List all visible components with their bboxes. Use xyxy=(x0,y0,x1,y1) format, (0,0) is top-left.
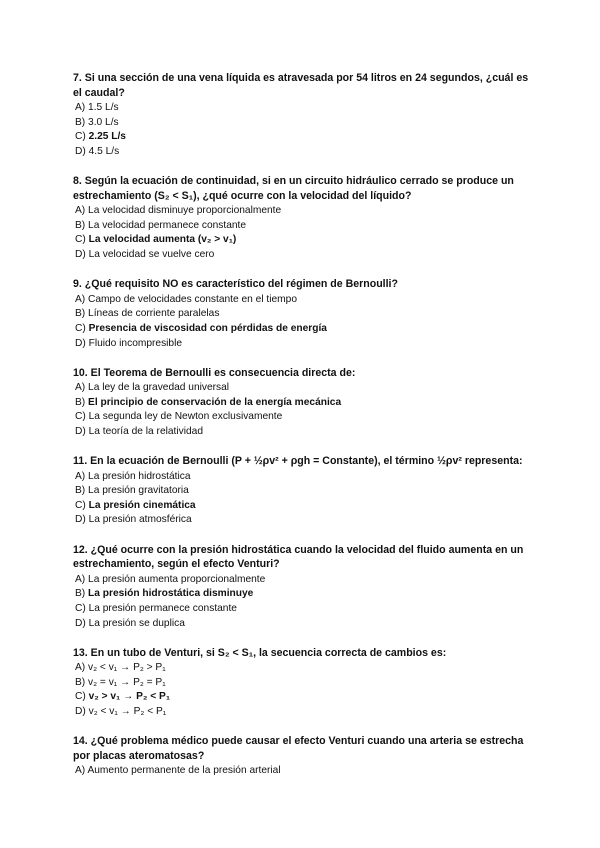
answer-option xyxy=(73,145,533,160)
answer-option xyxy=(73,204,533,219)
option-text: Presencia de viscosidad con pérdidas de energía xyxy=(88,322,327,334)
answer-option xyxy=(73,116,533,131)
option-letter: D) xyxy=(75,514,86,526)
answer-option xyxy=(73,307,533,322)
option-text: 1.5 L/s xyxy=(88,102,119,114)
answer-option-correct xyxy=(73,233,533,248)
option-letter: B) xyxy=(75,396,86,408)
question-title: 14. ¿Qué problema médico puede causar el efecto Venturi cuando una arteria se estrecha por placas ateromatosas? xyxy=(73,735,524,762)
option-text: La presión aumenta proporcionalmente xyxy=(88,573,266,585)
answer-option-correct xyxy=(73,690,533,705)
option-letter: D) xyxy=(75,705,86,717)
option-text: La ley de la gravedad universal xyxy=(88,382,230,394)
question-title: 8. Según la ecuación de continuidad, si en un circuito hidráulico cerrado se produce un estrechamiento (S₂ < S₁), ¿qué ocurre con la velocidad del líquido? xyxy=(73,175,514,202)
option-letter: C) xyxy=(75,499,86,511)
option-letter: A) xyxy=(75,470,86,482)
option-text: La presión permanece constante xyxy=(88,602,237,614)
option-letter: C) xyxy=(75,131,86,143)
option-letter: A) xyxy=(75,102,86,114)
option-text: Campo de velocidades constante en el tiempo xyxy=(88,293,298,305)
answer-options xyxy=(73,101,533,159)
question-block xyxy=(73,646,533,720)
answer-options xyxy=(73,764,533,779)
question-title: 13. En un tubo de Venturi, si S₂ < S₁, la secuencia correcta de cambios es: xyxy=(73,646,447,659)
option-letter: A) xyxy=(75,662,86,674)
answer-option-correct xyxy=(73,499,533,514)
option-text: Fluido incompresible xyxy=(88,337,183,349)
answer-options xyxy=(73,470,533,528)
option-text: La velocidad permanece constante xyxy=(88,219,247,231)
option-letter: C) xyxy=(75,234,86,246)
option-letter: C) xyxy=(75,602,86,614)
answer-options xyxy=(73,573,533,631)
answer-option xyxy=(73,602,533,617)
answer-option xyxy=(73,617,533,632)
question-title: 11. En la ecuación de Bernoulli (P + ½ρv² + ρgh = Constante), el término ½ρv² representa: xyxy=(73,455,523,468)
answer-option xyxy=(73,337,533,352)
option-text: v₂ < v₁ → P₂ > P₁ xyxy=(88,662,166,674)
answer-option xyxy=(73,513,533,528)
option-letter: D) xyxy=(75,145,86,157)
option-letter: C) xyxy=(75,411,86,423)
option-letter: B) xyxy=(75,676,86,688)
option-text: Aumento permanente de la presión arterial xyxy=(87,765,281,777)
question-block xyxy=(73,543,533,632)
answer-option xyxy=(73,101,533,116)
option-letter: A) xyxy=(75,573,86,585)
question-block xyxy=(73,454,533,528)
option-text: v₂ = v₁ → P₂ = P₁ xyxy=(88,676,166,688)
question-block xyxy=(73,174,533,263)
option-letter: A) xyxy=(75,205,86,217)
option-letter: B) xyxy=(75,588,86,600)
answer-options xyxy=(73,293,533,351)
question-block xyxy=(73,366,533,440)
option-text: 2.25 L/s xyxy=(88,131,126,143)
question-title: 12. ¿Qué ocurre con la presión hidrostática cuando la velocidad del fluido aumenta en un estrechamiento, según el efecto Venturi? xyxy=(73,543,524,571)
option-letter: B) xyxy=(75,116,86,128)
option-text: 4.5 L/s xyxy=(88,145,120,157)
option-text: La segunda ley de Newton exclusivamente xyxy=(88,411,283,423)
answer-option xyxy=(73,470,533,485)
option-letter: D) xyxy=(75,425,86,437)
option-text: Líneas de corriente paralelas xyxy=(88,308,220,320)
option-letter: D) xyxy=(75,617,86,629)
option-letter: A) xyxy=(75,382,86,394)
answer-options xyxy=(73,381,533,439)
option-text: La presión hidrostática disminuye xyxy=(88,588,254,600)
question-title: 10. El Teorema de Bernoulli es consecuencia directa de: xyxy=(73,366,356,379)
question-block xyxy=(73,734,533,779)
answer-option xyxy=(73,425,533,440)
answer-options xyxy=(73,204,533,262)
option-letter: B) xyxy=(75,219,86,231)
answer-option-correct xyxy=(73,322,533,337)
option-text: La teoría de la relatividad xyxy=(88,425,203,437)
answer-option-correct xyxy=(73,587,533,602)
answer-option xyxy=(73,410,533,425)
option-text: La presión hidrostática xyxy=(88,470,191,482)
option-letter: B) xyxy=(75,485,86,497)
answer-option xyxy=(73,219,533,234)
answer-option xyxy=(73,764,533,779)
option-letter: A) xyxy=(75,765,86,777)
answer-option-correct xyxy=(73,130,533,145)
answer-options xyxy=(73,661,533,719)
answer-option xyxy=(73,293,533,308)
answer-option xyxy=(73,661,533,676)
answer-option xyxy=(73,705,533,720)
answer-option xyxy=(73,676,533,691)
question-title: 7. Si una sección de una vena líquida es atravesada por 54 litros en 24 segundos, ¿cuál es el caudal? xyxy=(73,72,529,99)
option-text: La presión gravitatoria xyxy=(88,485,189,497)
answer-option-correct xyxy=(73,396,533,411)
document-page xyxy=(73,71,533,793)
option-text: La velocidad aumenta (v₂ > v₁) xyxy=(88,234,237,246)
option-text: El principio de conservación de la energía mecánica xyxy=(88,396,342,408)
option-letter: B) xyxy=(75,308,86,320)
option-letter: C) xyxy=(75,322,86,334)
option-letter: A) xyxy=(75,293,86,305)
answer-option xyxy=(73,381,533,396)
option-text: La velocidad disminuye proporcionalmente xyxy=(88,205,282,217)
question-title: 9. ¿Qué requisito NO es característico del régimen de Bernoulli? xyxy=(73,278,398,291)
question-block xyxy=(73,277,533,351)
option-text: v₂ < v₁ → P₂ < P₁ xyxy=(88,705,167,717)
answer-option xyxy=(73,248,533,263)
option-text: La presión atmosférica xyxy=(88,514,192,526)
option-text: 3.0 L/s xyxy=(88,116,119,128)
answer-option xyxy=(73,484,533,499)
option-letter: D) xyxy=(75,249,86,261)
option-letter: C) xyxy=(75,691,86,703)
question-block xyxy=(73,71,533,160)
answer-option xyxy=(73,573,533,588)
option-text: La velocidad se vuelve cero xyxy=(88,249,215,261)
option-letter: D) xyxy=(75,337,86,349)
option-text: La presión se duplica xyxy=(88,617,185,629)
option-text: v₂ > v₁ → P₂ < P₁ xyxy=(88,691,171,703)
option-text: La presión cinemática xyxy=(88,499,196,511)
